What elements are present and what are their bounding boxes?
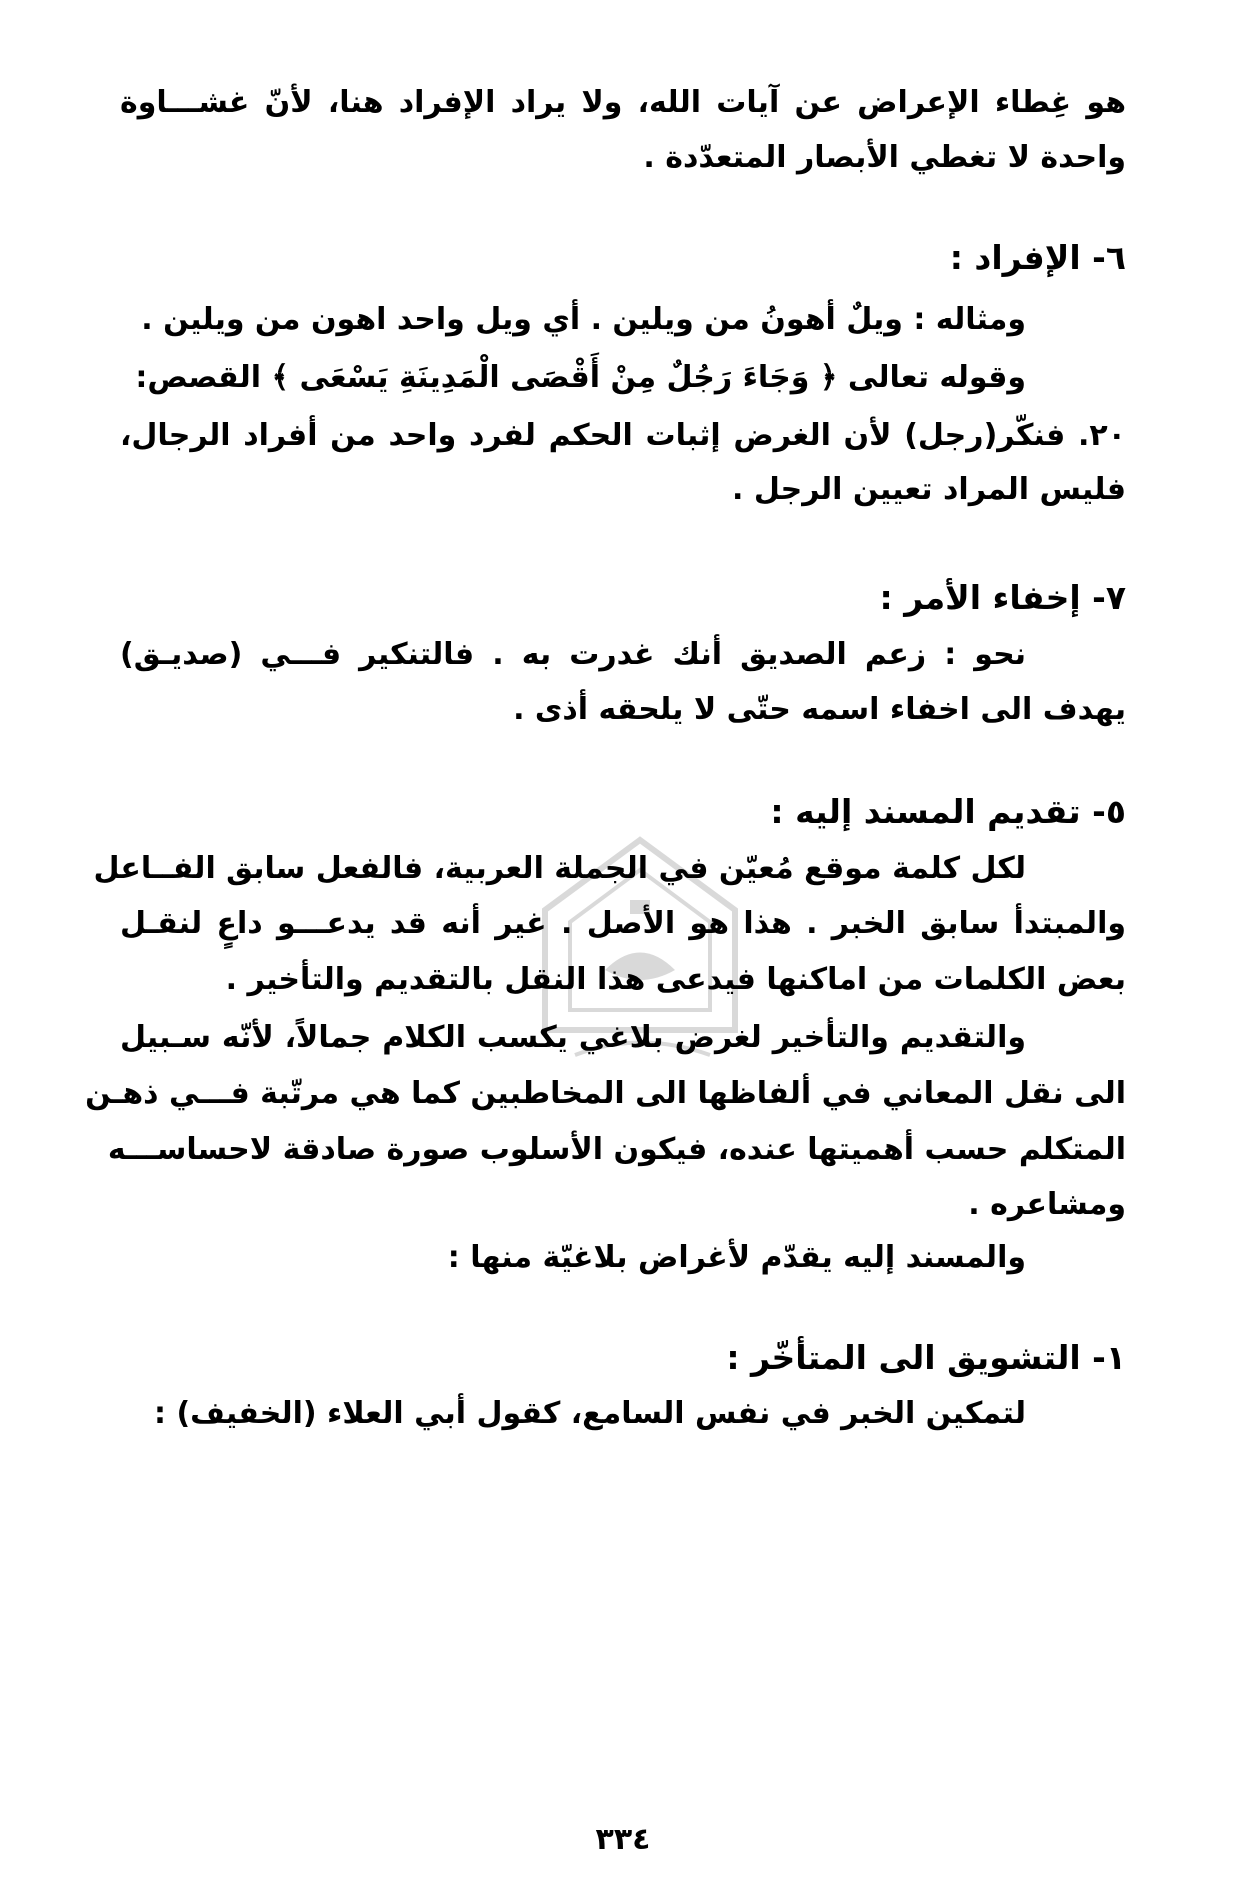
text-line: ومشاعره . [968,1187,1126,1222]
text-line: وقوله تعالى ﴿ وَجَاءَ رَجُلٌ مِنْ أَقْصَى الْمَدِينَةِ يَسْعَى ﴾ القصص: [135,360,1026,395]
text-line: والمبتدأ سابق الخبر . هذا هو الأصل . غير أنه قد يدعـــو داعٍ لنقـل [120,906,1126,941]
text-line: لكل كلمة موقع مُعيّن في الجملة العربية، فالفعل سابق الفــاعل [93,851,1026,886]
section-heading: ٧- إخفاء الأمر : [879,578,1126,617]
page-number: ٣٣٤ [595,1822,651,1857]
text-line: فليس المراد تعيين الرجل . [731,472,1126,507]
text-line: ٢٠. فنكّر(رجل) لأن الغرض إثبات الحكم لفرد واحد من أفراد الرجال، [120,418,1126,453]
text-line: الى نقل المعاني في ألفاظها الى المخاطبين كما هي مرتّبة فـــي ذهـن [85,1076,1126,1111]
text-line: المتكلم حسب أهميتها عنده، فيكون الأسلوب صورة صادقة لاحساســـه [107,1132,1126,1167]
text-line: والتقديم والتأخير لغرض بلاغي يكسب الكلام جمالاً، لأنّه سـبيل [120,1020,1026,1055]
section-heading: ١- التشويق الى المتأخّر : [726,1338,1126,1377]
text-line: واحدة لا تغطي الأبصار المتعدّدة . [643,140,1126,175]
section-heading: ٦- الإفراد : [949,238,1126,277]
text-line: هو غِطاء الإعراض عن آيات الله، ولا يراد الإفراد هنا، لأنّ غشـــاوة [120,85,1126,120]
text-line: لتمكين الخبر في نفس السامع، كقول أبي العلاء (الخفيف) : [154,1396,1026,1431]
text-line: بعض الكلمات من اماكنها فيدعى هذا النقل بالتقديم والتأخير . [225,962,1126,997]
text-line: يهدف الى اخفاء اسمه حتّى لا يلحقه أذى . [513,692,1126,727]
text-line: والمسند إليه يقدّم لأغراض بلاغيّة منها : [447,1240,1026,1275]
text-line: ومثاله : ويلٌ أهونُ من ويلين . أي ويل واحد اهون من ويلين . [141,302,1026,337]
section-heading: ٥- تقديم المسند إليه : [770,792,1126,831]
text-line: نحو : زعم الصديق أنك غدرت به . فالتنكير فـــي (صديـق) [120,637,1026,672]
